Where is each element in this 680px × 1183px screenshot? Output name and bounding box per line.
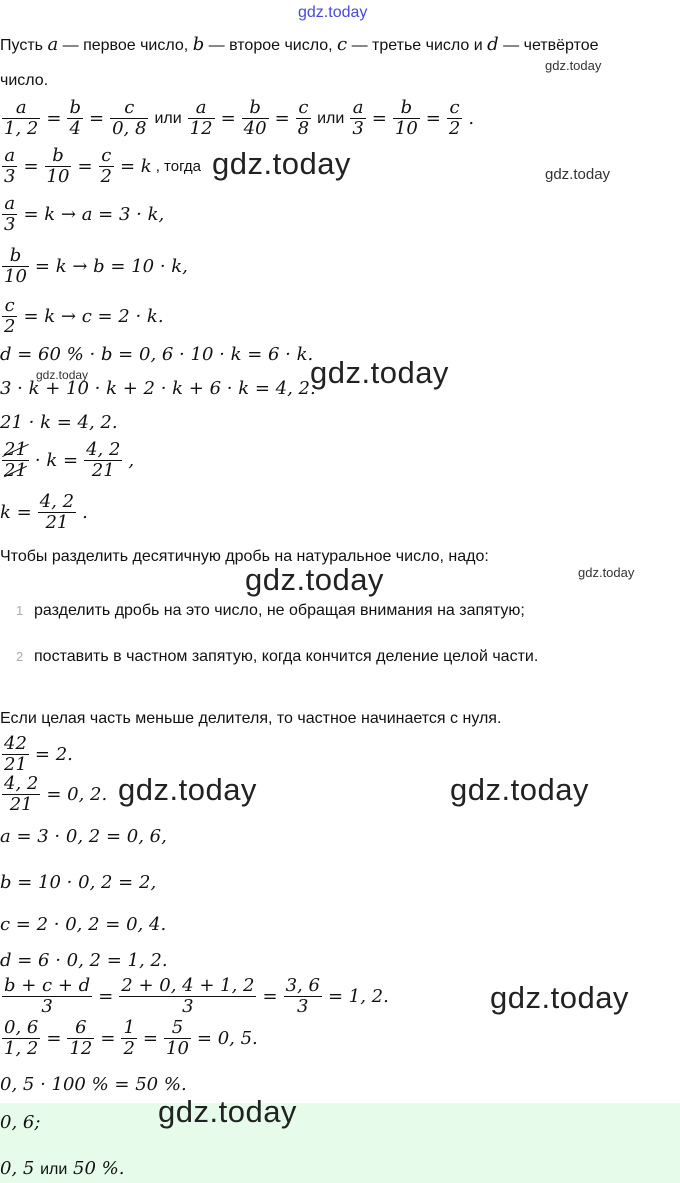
calc-b: b = 10 · 0, 2 = 2, — [0, 872, 157, 893]
eq-text: · k = — [34, 450, 79, 471]
watermark: gdz.today — [36, 368, 89, 382]
watermark: gdz.today — [490, 980, 629, 1015]
rule-note: Если целая часть меньше делителя, то частное начинается с нуля. — [0, 710, 502, 727]
word-or: или — [154, 109, 182, 127]
eq-text: = k → b = 10 · k, — [34, 256, 188, 277]
eq-line-sum: 3 · k + 10 · k + 2 · k + 6 · k = 4, 2. — [0, 378, 316, 399]
fraction: $\frac{4, 2}{21}$ — [39, 491, 75, 533]
answer-2 — [0, 1158, 125, 1179]
rule-item-2 — [16, 648, 538, 666]
fraction: $\frac{3, 6}{3}$ — [285, 975, 320, 1017]
intro-text: — первое число, — [62, 37, 189, 54]
fraction: $\frac{a}{3}$ — [4, 145, 16, 187]
list-number: 1 — [16, 603, 24, 618]
calc-line-2 — [0, 774, 107, 815]
intro-text: Пусть — [0, 37, 43, 54]
intro-text: — третье число и — [351, 37, 483, 54]
fraction: $\frac{a}{3}$ — [352, 97, 364, 139]
var-d: d — [487, 34, 499, 55]
calc-ratio: $\frac{0, 6}{1, 2}$ = $\frac{6}{12}$ = $\frac{1}{2}$ = $\frac{5}{10}$ = 0, 5. — [4, 1017, 258, 1059]
fraction: $\frac{2 + 0, 4 + 1, 2}{3}$ — [121, 975, 255, 1017]
fraction: $\frac{c}{2}$ — [100, 145, 112, 187]
eq-line-proportions: $\frac{a}{1, 2}$ = $\frac{b}{4}$ = $\frac{c}{0, 8}$ или $\frac{a}{12}$ = $\frac{b}{40}$ = $\frac{c}{8}$ или $\frac{a}{3}$ = $\frac{b}{10}$ = $\frac{c}{2}$ . — [4, 97, 475, 139]
eq-text: = 0, 5. — [196, 1028, 258, 1049]
intro-text: — второе число, — [208, 37, 333, 54]
fraction: $\frac{b}{10}$ — [4, 245, 27, 287]
fraction: $\frac{c}{2}$ — [4, 295, 16, 337]
calc-a: a = 3 · 0, 2 = 0, 6, — [0, 826, 167, 847]
eq-line-c — [0, 296, 164, 337]
calc-c: c = 2 · 0, 2 = 0, 4. — [0, 914, 167, 935]
fraction: $\frac{b}{10}$ — [46, 145, 70, 187]
eq-line-divide: $\frac{21}{21}$ · k = $\frac{4, 2}{21}$ , — [4, 439, 135, 481]
intro-line-1 — [0, 34, 599, 55]
list-item-text: разделить дробь на это число, не обращая внимания на запятую; — [34, 602, 525, 619]
watermark: gdz.today — [118, 772, 257, 807]
calc-d: d = 6 · 0, 2 = 1, 2. — [0, 950, 168, 971]
eq-text: = k → a = 3 · k, — [23, 204, 165, 225]
eq-text: k = — [0, 502, 32, 523]
watermark: gdz.today — [578, 565, 635, 580]
word-or: или — [40, 1161, 68, 1178]
rule-item-1 — [16, 602, 525, 620]
eq-line-b — [0, 246, 188, 287]
fraction: $\frac{b}{40}$ — [243, 97, 267, 139]
calc-mean: $\frac{b + c + d}{3}$ = $\frac{2 + 0, 4 + 1, 2}{3}$ = $\frac{3, 6}{3}$ = 1, 2. — [4, 975, 389, 1017]
eq-line-d: d = 60 % · b = 0, 6 · 10 · k = 6 · k. — [0, 344, 314, 365]
watermark: gdz.today — [545, 166, 611, 183]
eq-text: = 1, 2. — [327, 986, 389, 1007]
fraction: $\frac{c}{0, 8}$ — [112, 97, 147, 139]
eq-text: = k — [120, 156, 152, 177]
answer-1: 0, 6; — [0, 1112, 41, 1133]
rule-title: Чтобы разделить десятичную дробь на натуральное число, надо: — [0, 548, 489, 565]
eq-text: = 2. — [34, 744, 73, 765]
fraction: $\frac{5}{10}$ — [166, 1017, 189, 1059]
fraction: $\frac{6}{12}$ — [69, 1017, 93, 1059]
fraction: $\frac{4, 2}{21}$ — [86, 439, 121, 481]
fraction: $\frac{b + c + d}{3}$ — [4, 975, 91, 1017]
fraction: $\frac{0, 6}{1, 2}$ — [4, 1017, 39, 1059]
eq-line-a — [0, 194, 164, 235]
watermark: gdz.today — [158, 1094, 297, 1129]
fraction: $\frac{c}{2}$ — [448, 97, 461, 139]
watermark: gdz.today — [545, 58, 602, 73]
eq-line-k-value: k = $\frac{4, 2}{21}$ . — [0, 491, 88, 533]
eq-text: = 0, 2. — [46, 784, 108, 805]
var-b: b — [192, 34, 205, 55]
var-a: a — [47, 34, 59, 55]
answer-value: 0, 5 — [0, 1158, 35, 1179]
intro-line-2: число. — [0, 72, 49, 89]
list-number: 2 — [16, 649, 24, 664]
fraction: $\frac{a}{12}$ — [189, 97, 213, 139]
fraction: $\frac{21}{21}$ — [4, 439, 27, 481]
watermark: gdz.today — [212, 146, 351, 181]
fraction: $\frac{42}{21}$ — [4, 733, 27, 775]
watermark: gdz.today — [245, 562, 384, 597]
list-item-text: поставить в частном запятую, когда кончится деление целой части. — [34, 648, 539, 665]
eq-line-21k: 21 · k = 4, 2. — [0, 412, 118, 433]
fraction: $\frac{c}{8}$ — [297, 97, 310, 139]
watermark: gdz.today — [450, 772, 589, 807]
fraction: $\frac{b}{10}$ — [394, 97, 418, 139]
fraction: $\frac{a}{1, 2}$ — [4, 97, 39, 139]
var-c: c — [337, 34, 348, 55]
fraction: $\frac{a}{3}$ — [4, 193, 16, 235]
watermark-top: gdz.today — [298, 4, 368, 21]
answer-value: 50 %. — [73, 1158, 125, 1179]
watermark: gdz.today — [310, 355, 449, 390]
fraction: $\frac{1}{2}$ — [123, 1017, 135, 1059]
calc-line-1 — [0, 734, 73, 775]
intro-text: — четвёртое — [503, 37, 599, 54]
word-then: , тогда — [155, 158, 201, 175]
eq-text: = k → c = 2 · k. — [23, 306, 164, 327]
word-or: или — [317, 109, 345, 127]
calc-percent: 0, 5 · 100 % = 50 %. — [0, 1074, 187, 1095]
fraction: $\frac{4, 2}{21}$ — [4, 773, 39, 815]
eq-line-k: $\frac{a}{3}$ = $\frac{b}{10}$ = $\frac{c}{2}$ = k , тогда — [4, 145, 201, 187]
fraction: $\frac{b}{4}$ — [69, 97, 81, 139]
